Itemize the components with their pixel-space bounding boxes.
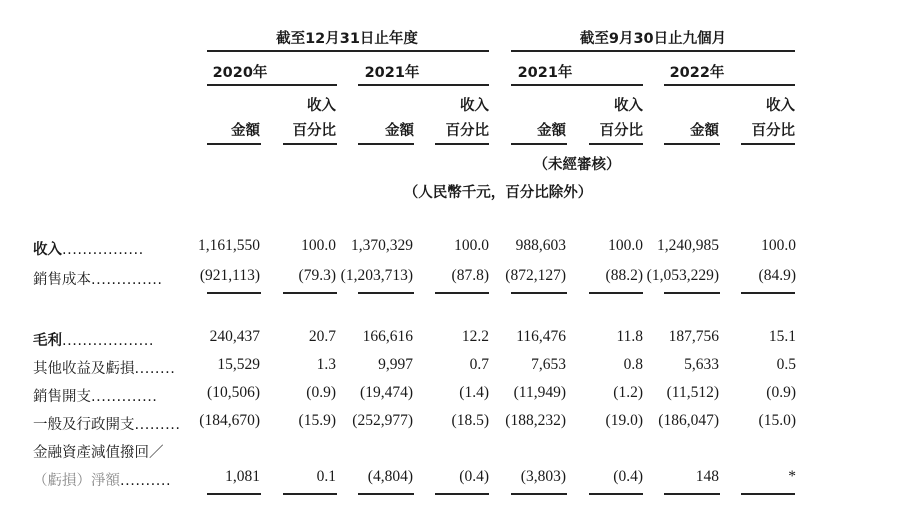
rule-year-2021-fy — [358, 84, 489, 86]
unaudited-note: （未經審核） — [533, 157, 621, 173]
amount-header: 金額 — [385, 123, 414, 139]
percentage-cell: 0.7 — [469, 356, 489, 373]
rule-col-header — [207, 143, 261, 145]
percentage-cell: (15.0) — [758, 412, 796, 429]
percentage-cell: (87.8) — [451, 267, 489, 284]
percentage-cell: (0.4) — [613, 468, 643, 485]
percentage-cell: (0.9) — [766, 384, 796, 401]
amount-header: 金額 — [231, 123, 260, 139]
percentage-cell: (84.9) — [758, 267, 796, 284]
row-label: （虧損）淨額.......... — [33, 473, 172, 489]
amount-cell: (872,127) — [505, 267, 566, 284]
amount-cell: 1,161,550 — [198, 237, 260, 254]
amount-cell: 1,240,985 — [657, 237, 719, 254]
amount-cell: 1,370,329 — [351, 237, 413, 254]
pct-header-line1: 收入 — [614, 98, 643, 114]
amount-header: 金額 — [537, 123, 566, 139]
amount-cell: (1,053,229) — [646, 267, 719, 284]
amount-cell: (186,047) — [658, 412, 719, 429]
row-label: 金融資產減值撥回／ — [33, 445, 164, 461]
rule-cost-row — [664, 292, 720, 294]
amount-cell: 116,476 — [516, 328, 566, 345]
amount-cell: 9,997 — [378, 356, 413, 373]
unit-note: （人民幣千元，百分比除外） — [403, 185, 593, 201]
rule-cost-row — [358, 292, 414, 294]
percentage-cell: * — [788, 468, 796, 485]
year-2020: 2020年 — [212, 65, 268, 81]
year-2021-fy: 2021年 — [364, 65, 420, 81]
percentage-cell: (1.2) — [613, 384, 643, 401]
amount-cell: 166,616 — [362, 328, 413, 345]
amount-cell: 988,603 — [515, 237, 566, 254]
year-2022-9m: 2022年 — [669, 65, 725, 81]
percentage-cell: 1.3 — [316, 356, 336, 373]
amount-cell: (10,506) — [207, 384, 260, 401]
pct-header-line1: 收入 — [307, 98, 336, 114]
pct-header-line1: 收入 — [766, 98, 795, 114]
amount-cell: 1,081 — [225, 468, 260, 485]
rule-bottom — [283, 493, 337, 495]
rule-col-header — [664, 143, 720, 145]
rule-year-2022-9m — [664, 84, 795, 86]
rule-col-header — [358, 143, 414, 145]
percentage-cell: 100.0 — [301, 237, 336, 254]
rule-fy-group — [207, 50, 489, 52]
row-label: 其他收益及虧損........ — [33, 361, 176, 377]
year-2021-9m: 2021年 — [517, 65, 573, 81]
rule-bottom — [358, 493, 414, 495]
amount-cell: 15,529 — [217, 356, 260, 373]
rule-cost-row — [511, 292, 567, 294]
amount-cell: (252,977) — [352, 412, 413, 429]
rule-bottom — [207, 493, 261, 495]
amount-cell: 148 — [695, 468, 719, 485]
dot-leader: .......... — [120, 473, 172, 489]
percentage-cell: 100.0 — [608, 237, 643, 254]
pct-header-line2: 百分比 — [751, 123, 795, 139]
rule-cost-row — [589, 292, 643, 294]
rule-col-header — [511, 143, 567, 145]
percentage-cell: 0.1 — [316, 468, 336, 485]
row-label: 銷售成本.............. — [33, 272, 163, 288]
row-label: 收入................ — [33, 242, 144, 258]
percentage-cell: 20.7 — [308, 328, 336, 345]
amount-cell: 240,437 — [209, 328, 260, 345]
amount-cell: (4,804) — [367, 468, 413, 485]
dot-leader: ................ — [62, 242, 144, 258]
amount-cell: 5,633 — [684, 356, 719, 373]
rule-9m-group — [511, 50, 795, 52]
dot-leader: ............. — [91, 389, 158, 405]
percentage-cell: 100.0 — [761, 237, 796, 254]
row-label: 毛利.................. — [33, 333, 154, 349]
amount-cell: (11,512) — [666, 384, 719, 401]
pct-header-line2: 百分比 — [292, 123, 336, 139]
percentage-cell: 12.2 — [461, 328, 489, 345]
amount-cell: (19,474) — [360, 384, 413, 401]
rule-bottom — [511, 493, 567, 495]
rule-col-header — [589, 143, 643, 145]
rule-cost-row — [741, 292, 795, 294]
pct-header-line1: 收入 — [460, 98, 489, 114]
header-fy-period: 截至12月31日止年度 — [276, 31, 418, 47]
amount-cell: 187,756 — [668, 328, 719, 345]
rule-col-header — [435, 143, 489, 145]
percentage-cell: 11.8 — [616, 328, 643, 345]
percentage-cell: (15.9) — [298, 412, 336, 429]
amount-cell: 7,653 — [531, 356, 566, 373]
rule-cost-row — [207, 292, 261, 294]
percentage-cell: (0.9) — [306, 384, 336, 401]
percentage-cell: 0.8 — [623, 356, 643, 373]
percentage-cell: 100.0 — [454, 237, 489, 254]
amount-cell: (1,203,713) — [340, 267, 413, 284]
dot-leader: .................. — [62, 333, 154, 349]
percentage-cell: 0.5 — [776, 356, 796, 373]
header-9m-period: 截至9月30日止九個月 — [579, 31, 727, 47]
rule-bottom — [435, 493, 489, 495]
percentage-cell: (18.5) — [451, 412, 489, 429]
amount-cell: (921,113) — [199, 267, 260, 284]
amount-cell: (188,232) — [505, 412, 566, 429]
dot-leader: ......... — [134, 417, 181, 433]
amount-cell: (3,803) — [520, 468, 566, 485]
rule-cost-row — [435, 292, 489, 294]
dot-leader: .............. — [91, 272, 163, 288]
percentage-cell: 15.1 — [768, 328, 796, 345]
rule-year-2021-9m — [511, 84, 643, 86]
rule-bottom — [664, 493, 720, 495]
percentage-cell: (88.2) — [605, 267, 643, 284]
rule-year-2020 — [207, 84, 337, 86]
rule-col-header — [741, 143, 795, 145]
pct-header-line2: 百分比 — [599, 123, 643, 139]
amount-header: 金額 — [690, 123, 719, 139]
rule-cost-row — [283, 292, 337, 294]
rule-col-header — [283, 143, 337, 145]
percentage-cell: (0.4) — [459, 468, 489, 485]
pct-header-line2: 百分比 — [445, 123, 489, 139]
percentage-cell: (1.4) — [459, 384, 489, 401]
percentage-cell: (79.3) — [298, 267, 336, 284]
percentage-cell: (19.0) — [605, 412, 643, 429]
row-label: 銷售開支............. — [33, 389, 158, 405]
rule-bottom — [589, 493, 643, 495]
amount-cell: (11,949) — [513, 384, 566, 401]
dot-leader: ........ — [134, 361, 176, 377]
amount-cell: (184,670) — [199, 412, 260, 429]
row-label: 一般及行政開支......... — [33, 417, 181, 433]
rule-bottom — [741, 493, 795, 495]
